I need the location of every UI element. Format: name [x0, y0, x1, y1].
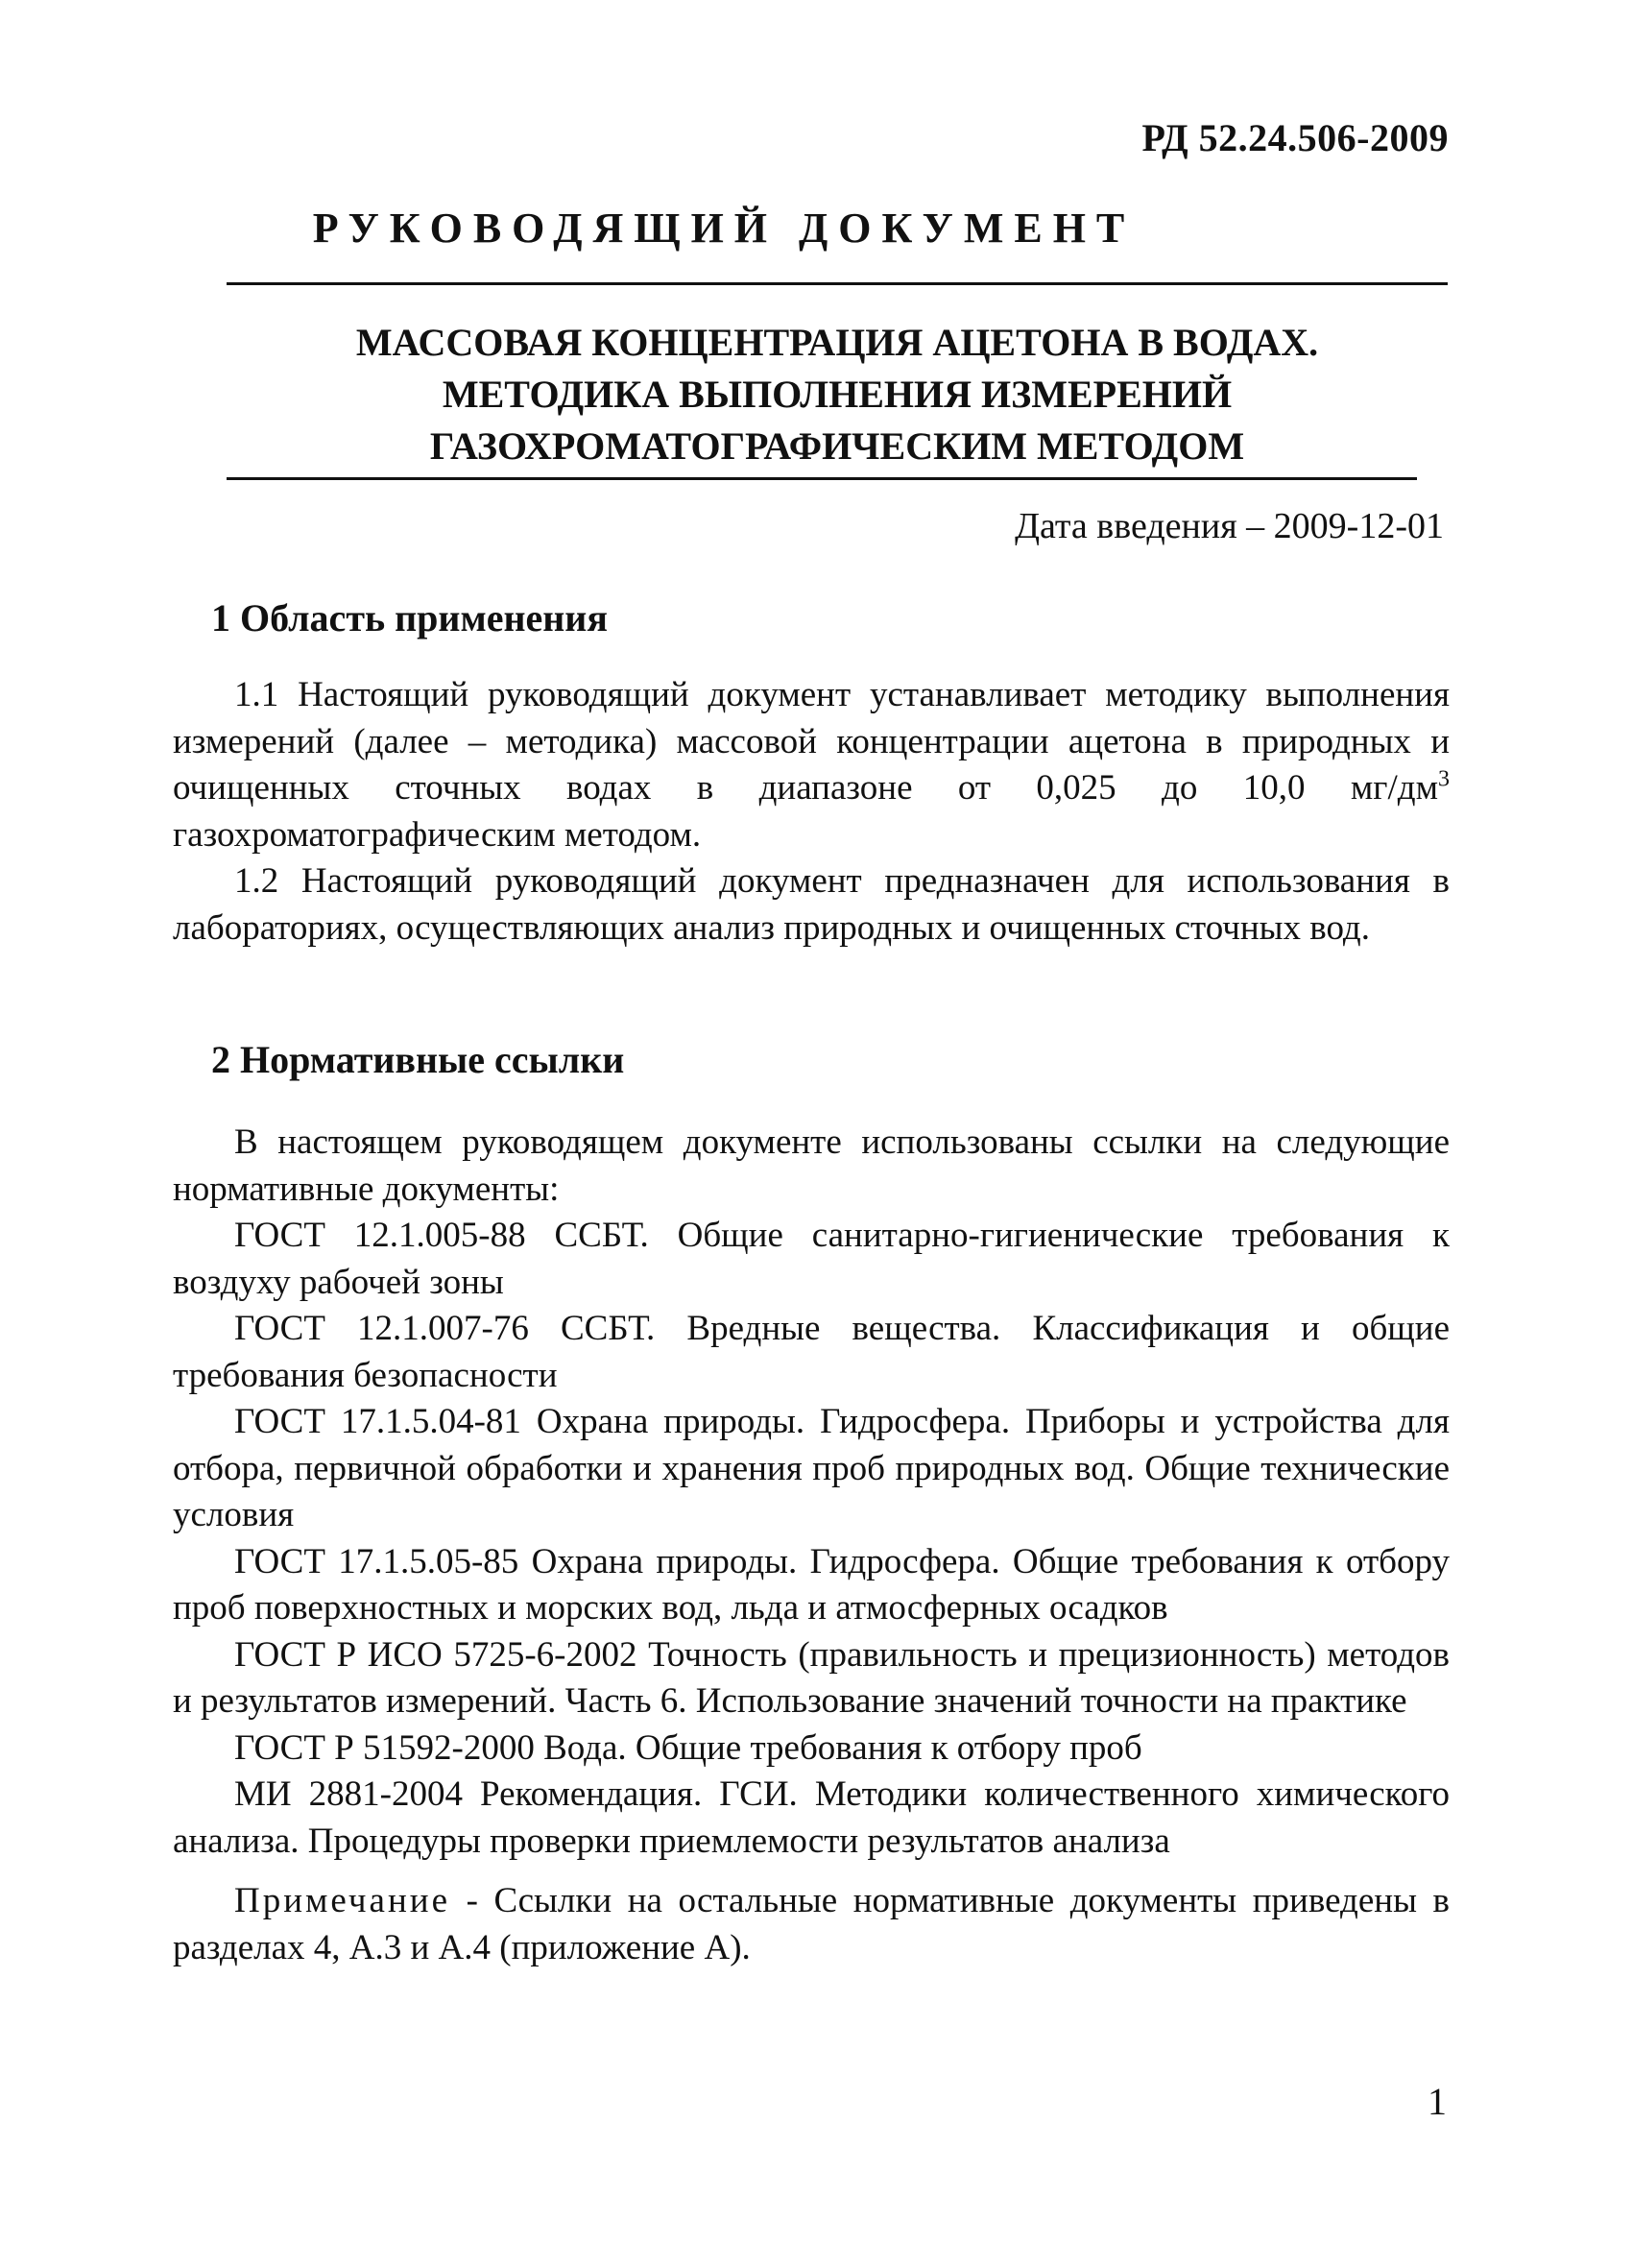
reference-item: ГОСТ Р ИСО 5725-6-2002 Точность (правильность и прецизионность) методов и результатов измерений. Часть 6. Использование значений точности на практике: [173, 1634, 1450, 1721]
document-type-heading: РУКОВОДЯЩИЙ ДОКУМЕНТ: [312, 205, 1136, 252]
document-title: [227, 317, 1448, 472]
section-2-body: [173, 1120, 1450, 1971]
section-1-body: [173, 672, 1450, 952]
reference-item: ГОСТ 12.1.007-76 ССБТ. Вредные вещества. Классификация и общие требования безопасности: [173, 1309, 1450, 1395]
note: [173, 1878, 1450, 1971]
section-1-heading: 1 Область применения: [211, 596, 608, 639]
section-2-heading: 2 Нормативные ссылки: [211, 1038, 625, 1081]
title-line-1: МАССОВАЯ КОНЦЕНТРАЦИЯ АЦЕТОНА В ВОДАХ.: [355, 321, 1319, 364]
reference-item: ГОСТ 17.1.5.04-81 Охрана природы. Гидросфера. Приборы и устройства для отбора, первичной обработки и хранения проб природных вод. Общие технические условия: [173, 1402, 1450, 1534]
section-2-intro: В настоящем руководящем документе использованы ссылки на следующие нормативные документы:: [173, 1122, 1450, 1209]
title-line-2: МЕТОДИКА ВЫПОЛНЕНИЯ ИЗМЕРЕНИЙ: [442, 373, 1233, 416]
superscript: 3: [1438, 766, 1450, 792]
references-list: [173, 1213, 1450, 1865]
reference-item: ГОСТ Р 51592-2000 Вода. Общие требования к отбору проб: [234, 1727, 1142, 1768]
paragraph-1-1: 1.1 Настоящий руководящий документ устанавливает методику выполнения измерений (далее – методика) массовой концентрации ацетона в природных и очищенных сточных водах в диапазоне от 0,025 до 10,0 $мг/дм^3$ газохроматографическим методом.: [173, 675, 1450, 855]
page-number: 1: [1428, 2080, 1447, 2123]
title-top-rule: [227, 282, 1448, 285]
document-code: РД 52.24.506-2009: [1141, 116, 1449, 159]
note-text: - Ссылки на остальные нормативные документы приведены в разделах 4, А.3 и А.4 (приложение А).: [173, 1881, 1450, 1967]
reference-item: МИ 2881-2004 Рекомендация. ГСИ. Методики количественного химического анализа. Процедуры проверки приемлемости результатов анализа: [173, 1774, 1450, 1861]
note-label: Примечание: [234, 1881, 450, 1920]
paragraph-1-2: 1.2 Настоящий руководящий документ предназначен для использования в лабораториях, осуществляющих анализ природных и очищенных сточных вод.: [173, 861, 1450, 948]
reference-item: ГОСТ 12.1.005-88 ССБТ. Общие санитарно-гигиенические требования к воздуху рабочей зоны: [173, 1216, 1450, 1302]
introduction-date: Дата введения – 2009-12-01: [1015, 506, 1444, 546]
title-bottom-rule: [227, 477, 1417, 480]
title-line-3: ГАЗОХРОМАТОГРАФИЧЕСКИМ МЕТОДОМ: [429, 424, 1245, 468]
reference-item: ГОСТ 17.1.5.05-85 Охрана природы. Гидросфера. Общие требования к отбору проб поверхностных и морских вод, льда и атмосферных осадков: [173, 1541, 1450, 1628]
